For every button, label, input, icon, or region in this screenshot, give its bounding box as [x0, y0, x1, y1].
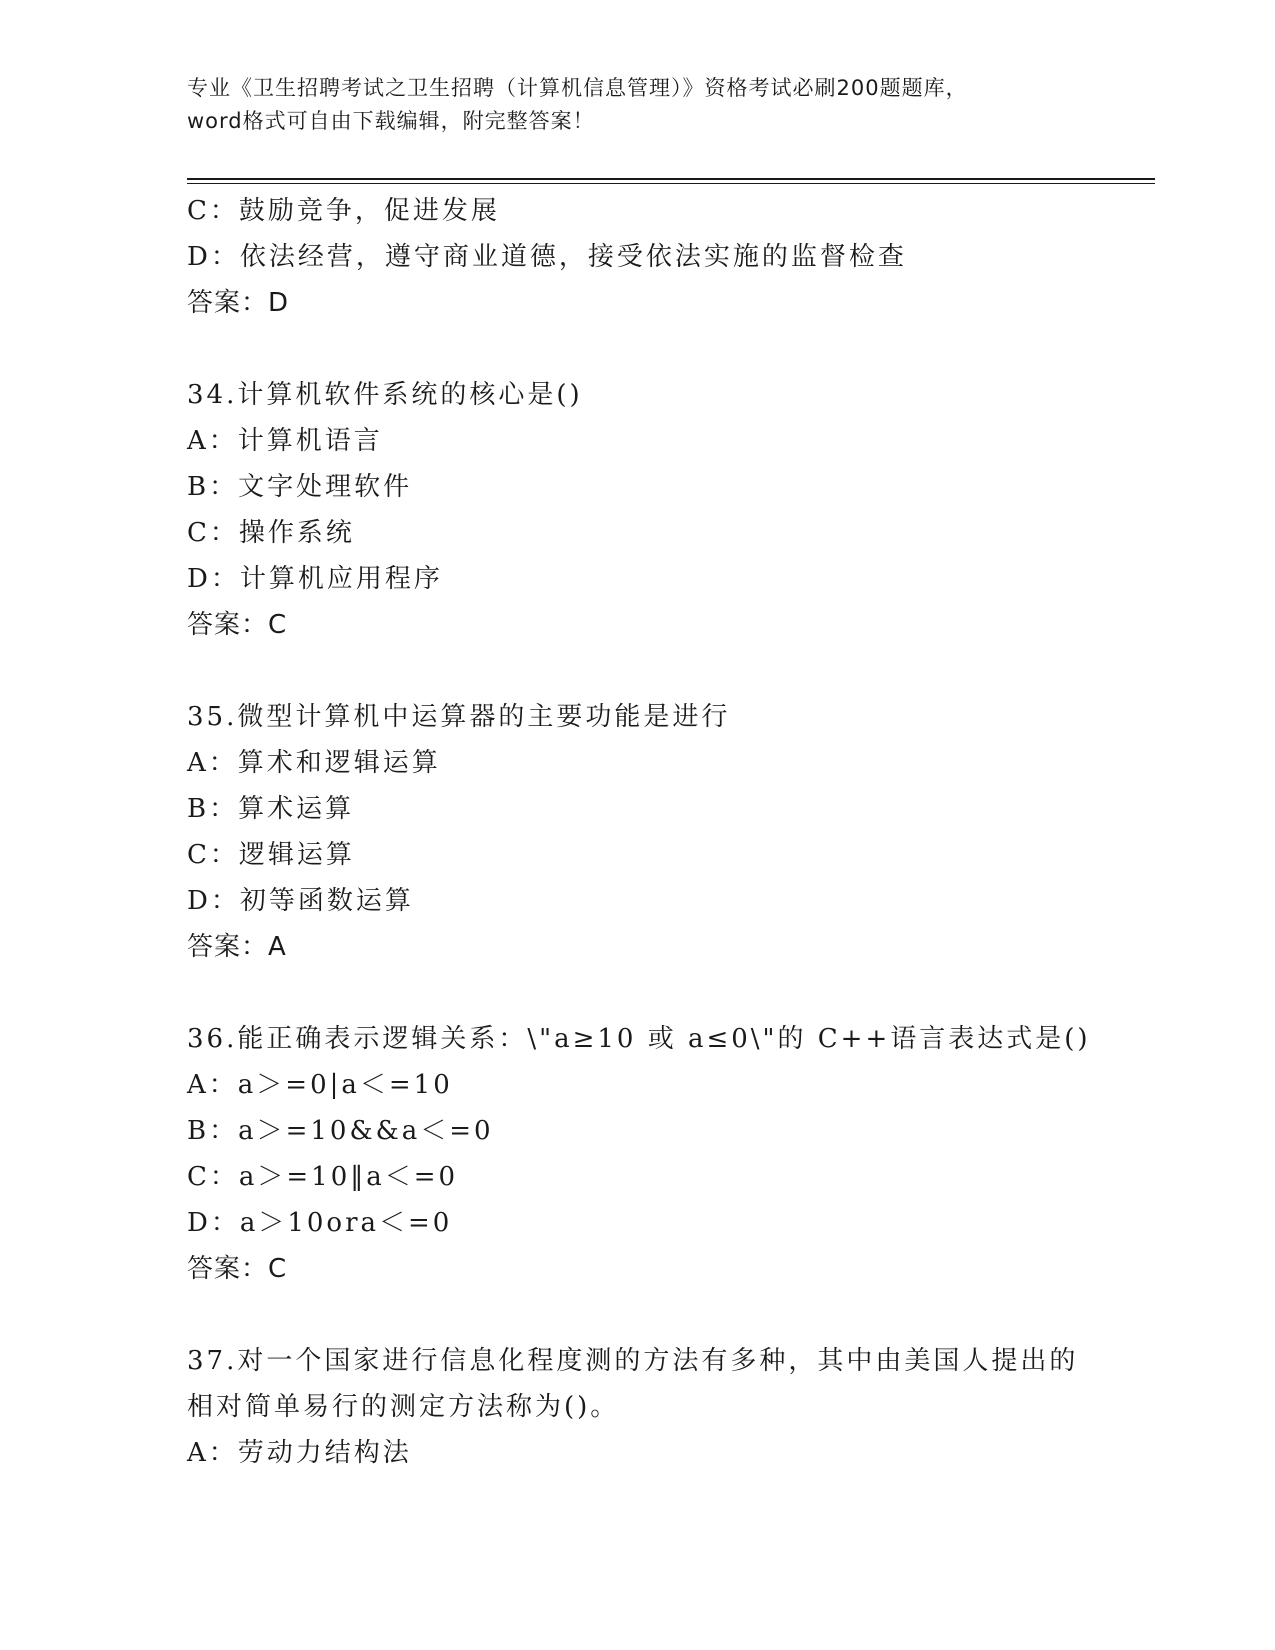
spacer: [187, 648, 1147, 694]
answer: 答案：C: [187, 1254, 288, 1284]
option-b: B：文字处理软件: [187, 472, 413, 502]
question-text: 35.微型计算机中运算器的主要功能是进行: [187, 702, 731, 732]
answer: 答案：C: [187, 610, 288, 640]
spacer: [187, 326, 1147, 372]
option-c: C：逻辑运算: [187, 840, 355, 870]
question-block-prev: [187, 188, 1147, 326]
question-text: 34.计算机软件系统的核心是(): [187, 380, 583, 410]
question-text-line-1: 37.对一个国家进行信息化程度测的方法有多种，其中由美国人提出的: [187, 1346, 1079, 1376]
option-d: D：a＞10ora＜=0: [187, 1208, 453, 1238]
question-block-35: [187, 694, 1147, 970]
header-line-2: word格式可自由下载编辑，附完整答案！: [187, 109, 595, 133]
option-a: A：算术和逻辑运算: [187, 748, 441, 778]
option-d: D：初等函数运算: [187, 886, 414, 916]
answer: 答案：D: [187, 288, 290, 318]
question-block-36: [187, 1016, 1147, 1292]
spacer: [187, 970, 1147, 1016]
spacer: [187, 1292, 1147, 1338]
header-line-1: 专业《卫生招聘考试之卫生招聘（计算机信息管理）》资格考试必刷200题题库，: [187, 76, 968, 100]
option-c: C：操作系统: [187, 518, 355, 548]
option-c: C：鼓励竞争，促进发展: [187, 196, 500, 226]
document-header: [187, 72, 1087, 138]
option-d: D：依法经营，遵守商业道德，接受依法实施的监督检查: [187, 242, 907, 272]
question-list: [187, 188, 1147, 1476]
option-a: A：计算机语言: [187, 426, 383, 456]
option-a: A：a＞=0|a＜=10: [187, 1070, 453, 1100]
question-block-37: [187, 1338, 1147, 1476]
answer: 答案：A: [187, 932, 287, 962]
option-a: A：劳动力结构法: [187, 1438, 412, 1468]
option-d: D：计算机应用程序: [187, 564, 443, 594]
question-block-34: [187, 372, 1147, 648]
header-divider-thick: [187, 178, 1155, 180]
question-text: 36.能正确表示逻辑关系：\"a≥10 或 a≤0\"的 C++语言表达式是(): [187, 1024, 1091, 1054]
question-text-line-2: 相对简单易行的测定方法称为()。: [187, 1392, 620, 1422]
option-b: B：a＞=10&&a＜=0: [187, 1116, 494, 1146]
option-b: B：算术运算: [187, 794, 355, 824]
option-c: C：a＞=10‖a＜=0: [187, 1162, 459, 1192]
header-divider-thin: [187, 183, 1155, 184]
